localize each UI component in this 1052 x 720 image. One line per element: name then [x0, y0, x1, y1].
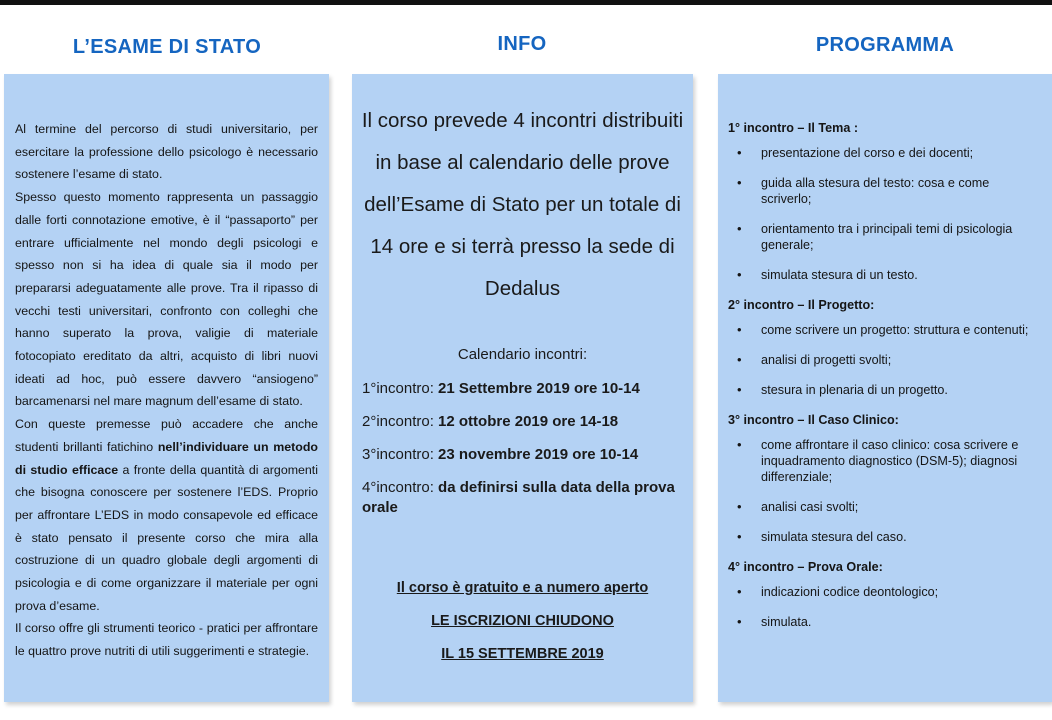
meeting-1-list [728, 145, 1040, 283]
list-item [728, 322, 1040, 338]
bullet-icon: • [737, 175, 742, 190]
list-item [728, 145, 1040, 161]
calendar-item-label: 2°incontro: [362, 413, 434, 430]
list-item-text: analisi di progetti svolti; [761, 353, 892, 367]
list-item [728, 352, 1040, 368]
list-item-text: simulata. [761, 615, 812, 629]
calendar-list [362, 379, 687, 531]
list-item [728, 529, 1040, 545]
calendar-item-value: 23 novembre 2019 ore 10-14 [438, 446, 639, 463]
list-item-text: simulata stesura del caso. [761, 530, 907, 544]
meeting-1-title: 1° incontro – Il Tema : [728, 121, 859, 135]
calendar-item-value: da definirsi sulla data della prova orale [362, 479, 675, 516]
meeting-3-list [728, 437, 1040, 545]
list-item-text: stesura in plenaria di un progetto. [761, 383, 948, 397]
list-item [728, 175, 1040, 207]
list-item-text: simulata stesura di un testo. [761, 268, 918, 282]
bullet-icon: • [737, 437, 742, 452]
list-item [728, 267, 1040, 283]
left-text [15, 118, 318, 663]
heading-programma: PROGRAMMA [815, 34, 955, 56]
list-item [728, 382, 1040, 398]
left-paragraph-4: Il corso offre gli strumenti teorico - pratici per affrontare le quattro prove nutriti di utili suggerimenti e strategie. [15, 621, 318, 659]
left-panel [4, 74, 329, 702]
left-paragraph-3-start: Con queste premesse può accadere che anche studenti brillanti fatichino [15, 417, 318, 454]
calendar-title: Calendario incontri: [457, 346, 588, 363]
bullet-icon: • [737, 221, 742, 236]
calendar-item [362, 445, 687, 465]
meeting-4-list [728, 584, 1040, 630]
meeting-3-title: 3° incontro – Il Caso Clinico: [728, 413, 899, 427]
bullet-icon: • [737, 529, 742, 544]
bullet-icon: • [737, 352, 742, 367]
list-item-text: indicazioni codice deontologico; [761, 585, 939, 599]
list-item-text: orientamento tra i principali temi di psicologia generale; [761, 222, 1013, 252]
list-item-text: come affrontare il caso clinico: cosa scrivere e inquadramento diagnostico (DSM-5); diagnosi differenziale; [761, 438, 1019, 484]
meeting-4-title: 4° incontro – Prova Orale: [728, 560, 883, 574]
calendar-item-value: 12 ottobre 2019 ore 14-18 [438, 413, 619, 430]
list-item [728, 584, 1040, 600]
middle-panel [352, 74, 693, 702]
list-item-text: presentazione del corso e dei docenti; [761, 146, 974, 160]
calendar-item-label: 3°incontro: [362, 446, 434, 463]
list-item-text: come scrivere un progetto: struttura e contenuti; [761, 323, 1029, 337]
bullet-icon: • [737, 267, 742, 282]
right-panel [718, 74, 1052, 702]
bullet-icon: • [737, 614, 742, 629]
free-course-note: Il corso è gratuito e a numero aperto [396, 580, 649, 596]
registration-closing-line-1: LE ISCRIZIONI CHIUDONO [431, 613, 614, 629]
registration-closing-line-2: IL 15 SETTEMBRE 2019 [441, 646, 604, 662]
left-paragraph-3-bold: nell’individuare un metodo di studio efficace [15, 439, 318, 477]
heading-esame-di-stato: L’ESAME DI STATO [72, 36, 262, 58]
left-paragraph-3-end: a fronte della quantità di argomenti che bisogna conoscere per sostenere l’EDS. Proprio per affrontare L’EDS in modo consapevole ed efficace è stato pensato il presente corso che mira alla costruzione di un quadro globale degli argomenti di psicologia e di come organizzare il materiale per ogni prova d’esame. [15, 462, 319, 613]
bullet-icon: • [737, 382, 742, 397]
calendar-item [362, 412, 687, 432]
meeting-2-list [728, 322, 1040, 398]
bullet-icon: • [737, 499, 742, 514]
calendar-item-label: 1°incontro: [362, 380, 434, 397]
list-item-text: analisi casi svolti; [761, 500, 859, 514]
bullet-icon: • [737, 145, 742, 160]
calendar-item [362, 379, 687, 399]
list-item [728, 499, 1040, 515]
top-border [0, 0, 1052, 5]
course-intro: Il corso prevede 4 incontri distribuiti in base al calendario delle prove dell’Esame di Stato per un totale di 14 ore e si terrà presso la sede di Dedalus [361, 109, 684, 300]
bullet-icon: • [737, 322, 742, 337]
left-paragraph-1: Al termine del percorso di studi universitario, per esercitare la professione dello psicologo è necessario sostenere l’esame di stato. [15, 122, 318, 182]
list-item-text: guida alla stesura del testo: cosa e come scriverlo; [761, 176, 990, 206]
meeting-2-title: 2° incontro – Il Progetto: [728, 298, 875, 312]
list-item [728, 614, 1040, 630]
list-item [728, 221, 1040, 253]
calendar-item-label: 4°incontro: [362, 479, 434, 496]
calendar-item [362, 478, 687, 518]
calendar-item-value: 21 Settembre 2019 ore 10-14 [438, 380, 640, 397]
left-paragraph-2: Spesso questo momento rappresenta un passaggio dalle forti connotazione emotive, è il “passaporto” per entrare ufficialmente nel mondo degli psicologi e spesso non si ha idea di quale sia il modo per prepararsi adeguatamente alle prove. Tra il ripasso di vecchi testi universitari, confronto con colleghi che hanno superato la prova, valigie di materiale fotocopiato ereditato da altri, acquisto di libri nuovi ideati ad hoc, può essere davvero “ansiogeno” barcamenarsi nel mare magnum dell’esame di stato. [15, 190, 318, 409]
list-item [728, 437, 1040, 485]
heading-info: INFO [497, 33, 547, 55]
bullet-icon: • [737, 584, 742, 599]
